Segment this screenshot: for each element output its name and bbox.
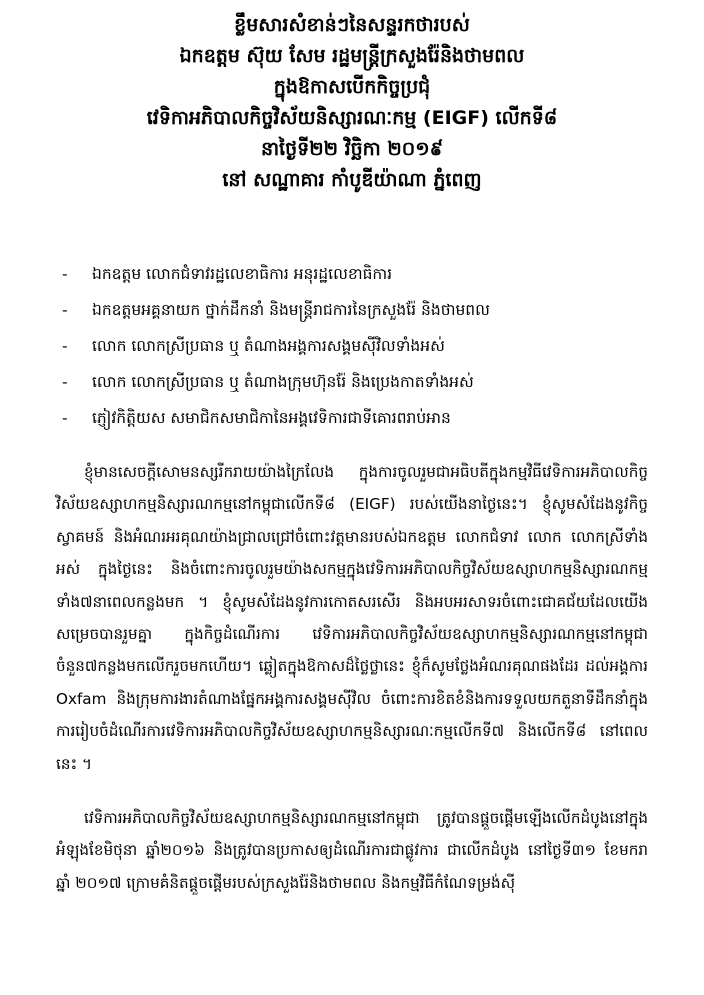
list-marker: -	[62, 409, 68, 427]
title-line-2: ឯកឧត្តម ស៊ុយ សែម រដ្ឋមន្ត្រីក្រសួងរ៉ែនិងថាមពល	[179, 45, 525, 67]
list-marker: -	[62, 373, 68, 391]
greeting-text: លោក លោកស្រីប្រធាន ឬ តំណាងក្រុមហ៊ុនរ៉ែ និងប្រេងកាតទាំងអស់	[92, 373, 474, 391]
title-line-1: ខ្លឹមសារសំខាន់ៗនៃសន្ទរកថារបស់	[234, 14, 470, 36]
greeting-item	[62, 256, 648, 292]
greeting-text: ឯកឧត្តមអគ្គនាយក ថ្នាក់ដឹកនាំ និងមន្ត្រីរាជការនៃក្រសួងរ៉ែ និងថាមពល	[92, 301, 490, 319]
greeting-item	[62, 364, 648, 400]
greeting-text: ភ្ញៀវកិត្តិយស សមាជិកសមាជិកានៃអង្គវេទិការជាទីគោរពរាប់អាន	[92, 409, 451, 427]
speech-title	[56, 10, 648, 196]
greeting-list	[56, 256, 648, 436]
body-paragraph-2: វេទិការអភិបាលកិច្ចវិស័យឧស្សាហកម្មនិស្សារណកម្មនៅកម្ពុជា ត្រូវបានផ្តួចផ្តើមឡើងលើកដំបូងនៅក្នុងអំឡុងខែមិថុនា ឆ្នាំ២០១៦ និងត្រូវបានប្រកាសឲ្យដំណើរការជាផ្លូវការ ជាលើកដំបូង នៅថ្ងៃទី៣១ ខែមករា ឆ្នាំ ២០១៧ ក្រោមគំនិតផ្តួចផ្តើមរបស់ក្រសួងរ៉ែនិងថាមពល និងកម្មវិធីកំណែទម្រង់ស៊ី	[56, 809, 648, 892]
list-marker: -	[62, 337, 68, 355]
body-paragraph-1: ខ្ញុំមានសេចក្តីសោមនស្សរីករាយយ៉ាងក្រៃលែង ក្នុងការចូលរួមជាអធិបតីក្នុងកម្មវិធីវេទិការអភិបាលកិច្ចវិស័យឧស្សាហកម្មនិស្សារណកម្មនៅកម្ពុជាលើកទី៨ (EIGF) របស់យើងនាថ្ងៃនេះ។ ខ្ញុំសូមសំដែងនូវកិច្ចស្វាគមន៍ និងអំណរអរគុណយ៉ាងជ្រាលជ្រៅចំពោះវត្តមានរបស់ឯកឧត្តម លោកជំទាវ លោក លោកស្រីទាំងអស់ ក្នុងថ្ងៃនេះ និងចំពោះការចូលរួមយ៉ាងសកម្មក្នុងវេទិការអភិបាលកិច្ចវិស័យឧស្សាហកម្មនិស្សារណកម្មទាំង៧នាពេលកន្លងមក ។ ខ្ញុំសូមសំដែងនូវការកោតសរសើរ និងអបអរសាទរចំពោះជោគជ័យដែលយើងសម្រេចបានរួមគ្នា ក្នុងកិច្ចដំណើរការ វេទិការអភិបាលកិច្ចវិស័យឧស្សាហកម្មនិស្សារណកម្មនៅកម្ពុជាចំនួន៧កន្លងមកលើករួចមកហើយ។ ឆ្លៀតក្នុងឱកាសដ៏ថ្លៃថ្លានេះ ខ្ញុំក៏សូមថ្លែងអំណរគុណផងដែរ ដល់អង្គការ Oxfam និងក្រុមការងារតំណាងផ្នែកអង្គការសង្គមស៊ីវិល ចំពោះការខិតខំនិងការទទួលយកតួនាទីដឹកនាំក្នុងការរៀបចំដំណើរការវេទិការអភិបាលកិច្ចវិស័យឧស្សាហកម្មនិស្សារណៈកម្មលើកទី៧ និងលើកទី៨ នៅពេលនេះ ។	[56, 463, 648, 773]
title-line-5: នាថ្ងៃទី២២ វិច្ឆិកា ២០១៩	[260, 138, 444, 160]
greeting-text: លោក លោកស្រីប្រធាន ឬ តំណាងអង្គការសង្គមស៊ីវិលទាំងអស់	[92, 337, 445, 355]
greeting-item	[62, 292, 648, 328]
title-line-3: ក្នុងឱកាសបើកកិច្ចប្រជុំ	[273, 76, 431, 98]
greeting-text: ឯកឧត្តម លោកជំទាវរដ្ឋលេខាធិការ អនុរដ្ឋលេខាធិការ	[92, 265, 393, 283]
title-line-6: នៅ សណ្ឋាគារ កាំបូឌីយ៉ាណា ភ្នំពេញ	[222, 169, 482, 191]
greeting-item	[62, 400, 648, 436]
list-marker: -	[62, 265, 68, 283]
title-line-4: វេទិកាអភិបាលកិច្ចវិស័យនិស្សារណៈកម្ម (EIGF) លើកទី៨	[146, 107, 558, 129]
list-marker: -	[62, 301, 68, 319]
greeting-item	[62, 328, 648, 364]
